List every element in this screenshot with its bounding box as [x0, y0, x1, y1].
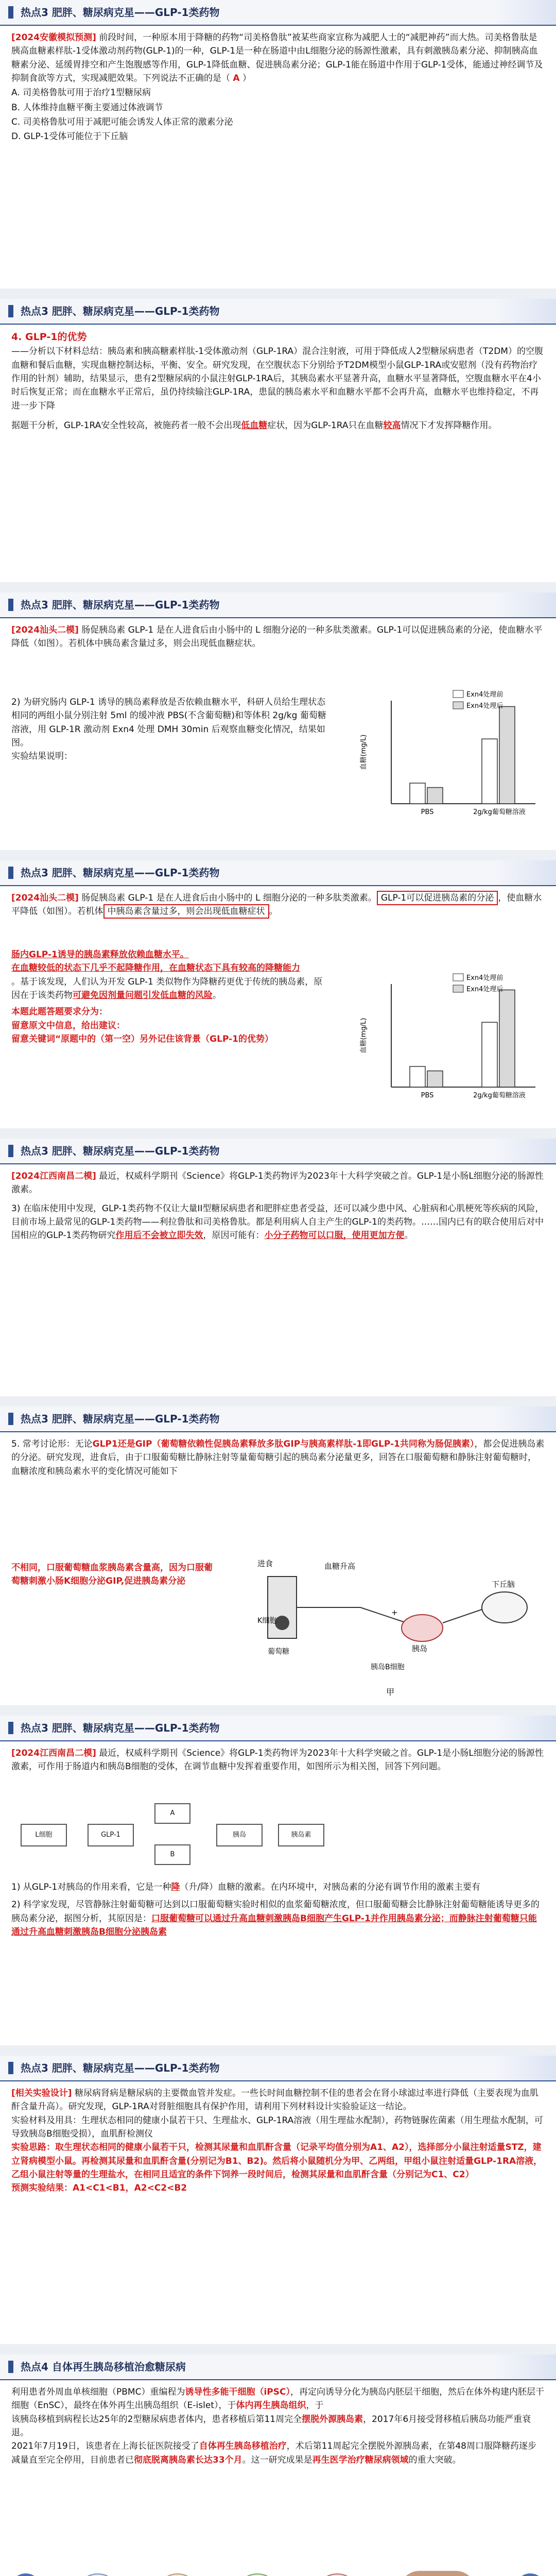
x-tick-label: PBS [421, 1092, 434, 1099]
slide-header [0, 2354, 556, 2380]
question-7-parts: 1) 从GLP-1对胰岛的作用来看，它是一种降（升/降）血糖的激素。在内环境中，对胰岛素的分泌有调节作用的激素主要有 2) 科学家发现，尽管静脉注射葡萄糖可达到以口服葡萄糖实验时相似的血浆葡萄糖浓度，但口服葡萄糖会比静脉注射葡萄糖能诱导更多的胰岛素分泌，据图分析，其原因是：口服葡萄糖可以通过升高血糖刺激胰岛B细胞产生GLP-1并作用胰岛素分泌；而静脉注射葡萄糖只能通过升高血糖刺激胰岛B细胞分泌胰岛素 [11, 1882, 540, 1938]
y-axis-label: 血糖(mg/L) [360, 734, 368, 770]
question-source: [2024汕头二模] [11, 625, 79, 635]
y-axis-label: 血糖(mg/L) [360, 1018, 368, 1054]
expected-result: A1<C1<B1，A2<C2<B2 [73, 2183, 187, 2194]
secretion-diagram [237, 1546, 546, 1700]
slide-title: 热点3 肥胖、糖尿病克星——GLP-1类药物 [21, 866, 220, 879]
cell-therapy-flow [10, 2561, 546, 2576]
slide-separator [0, 2045, 556, 2056]
slide-title: 热点3 肥胖、糖尿病克星——GLP-1类药物 [21, 598, 220, 611]
label-b-cell: 胰岛B细胞 [371, 1663, 405, 1671]
label-k-cell: K细胞 [257, 1617, 277, 1625]
slide-separator [0, 2344, 556, 2354]
legend-swatch [453, 702, 463, 709]
highlight-box: GLP-1可以促进胰岛素的分泌 [377, 891, 498, 905]
legend-swatch [453, 690, 463, 698]
bar [410, 783, 425, 804]
answer-block [0, 1556, 227, 1594]
slide-header [0, 0, 556, 26]
question-source: [2024汕头二模] [11, 893, 79, 903]
advantage-section [0, 325, 556, 438]
flow-step-transplant [394, 2571, 481, 2576]
flow-step-patient-final [515, 2573, 546, 2576]
slide-2 [0, 299, 556, 582]
bar [427, 1071, 443, 1087]
label-glucose-up: 血糖升高 [324, 1562, 356, 1571]
option-a: A. 司美格鲁肽可用于治疗1型糖尿病 [11, 88, 151, 98]
node-b: B [154, 1844, 190, 1865]
slide-header [0, 1716, 556, 1741]
slide-3 [0, 592, 556, 850]
experiment-steps: 实验思路：取生理状态相同的健康小鼠若干只，检测其尿量和血肌酐含量（记录平均值分别为A1、A2），选择部分小鼠注射适量STZ，建立肾病模型小鼠。再检测其尿量和血肌酐含量(分别记为B1、B2)。然后将小鼠随机分为甲、乙两组，甲组小鼠注射适量GLP-1RA溶液，乙组小鼠注射等量的生理盐水，在相同且适宜的条件下饲养一段时间后，检测其尿量和血肌酐含量（分别记为C1、C2） [11, 2142, 543, 2180]
slide-header [0, 860, 556, 886]
analysis-text: 据题干分析，GLP-1RA安全性较高，被施药者一般不会出现低血糖症状，因为GLP-1RA只在血糖较高情况下才发挥降糖作用。 [11, 420, 497, 431]
label-figure: 甲 [386, 1687, 395, 1697]
experiment-design: [相关实验设计] 糖尿病肾病是糖尿病的主要微血管并发症。一些长时间血糖控制不佳的患者会在肾小球滤过率进行降低（主要表现为血肌酐含量升高）。研究发现，GLP-1RA对肾脏细胞具有保护作用，请利用下列材料设计实验验证这一结论。 实验材料及用具：生理状态相同的健康小鼠若干只、生理盐水、GLP-1RA溶液（用生理盐水配制），药物链脲佐菌素（用生理盐水配制，可导致胰岛B细胞受损），血肌酐检测仪 实验思路：取生理状态相同的健康小鼠若干只，检测其尿量和血肌酐含量（记录平均值分别为A1、A2），选择部分小鼠注射适量STZ，建立肾病模型小鼠。再检测其尿量和血肌酐含量(分别记为B1、B2)。然后将小鼠随机分为甲、乙两组，甲组小鼠注射适量GLP-1RA溶液，乙组小鼠注射等量的生理盐水，在相同且适宜的条件下饲养一段时间后，检测其尿量和血肌酐含量（分别记为C1、C2） 预测实验结果：A1<C1<B1，A2<C2<B2 [0, 2081, 556, 2200]
flow-step-ensc [234, 2573, 281, 2576]
bar [499, 706, 515, 804]
slide-separator [0, 582, 556, 592]
legend-label: Exn4处理后 [466, 986, 503, 993]
header-decoration [494, 0, 556, 25]
bar [482, 739, 497, 804]
node-islet: 胰岛 [216, 1824, 263, 1846]
slide-6 [0, 1406, 556, 1705]
label-glucose: 葡萄糖 [268, 1648, 289, 1656]
blood-glucose-bar-chart-copy [355, 963, 546, 1118]
bar [427, 788, 443, 804]
tip-1: 本题此题答题要求分为： [11, 1007, 108, 1018]
option-b: B. 人体维持血糖平衡主要通过体液调节 [11, 102, 163, 113]
option-d: D. GLP-1受体可能位于下丘脑 [11, 131, 128, 142]
slide-header [0, 1406, 556, 1432]
answer-2: 口服葡萄糖可以通过升高血糖刺激胰岛B细胞产生GLP-1并作用胰岛素分泌；而静脉注射葡萄糖只能通过升高血糖刺激胰岛B细胞分泌胰岛素 [11, 1913, 537, 1938]
bar [482, 1022, 497, 1087]
slide-title: 热点3 肥胖、糖尿病克星——GLP-1类药物 [21, 6, 220, 19]
slide-title: 热点3 肥胖、糖尿病克星——GLP-1类药物 [21, 2061, 220, 2074]
x-tick-label: PBS [421, 808, 434, 816]
question-6: 5. 常考讨论形：无论GLP1还是GIP（葡萄糖依赖性促胰岛素释放多肽GIP与胰高素样肽-1即GLP-1共同称为肠促胰素），都会促进胰岛素的分泌。研究发现，进食后，由于口服葡萄糖比静脉注射等量葡萄糖引起的胰岛素分泌量更多，回答在口服葡萄糖和静脉注射葡萄糖时，血糖浓度和胰岛素水平的变化情况可能如下 [11, 1439, 545, 1477]
slide-title: 热点3 肥胖、糖尿病克星——GLP-1类药物 [21, 1412, 220, 1425]
legend-label: Exn4处理前 [466, 691, 503, 699]
materials: 实验材料及用具：生理状态相同的健康小鼠若干只、生理盐水、GLP-1RA溶液（用生理盐水配制），药物链脲佐菌素（用生理盐水配制，可导致胰岛B细胞受损），血肌酐检测仪 [11, 2115, 543, 2140]
cell-icon [234, 2573, 281, 2576]
flow-step-patient [10, 2573, 41, 2576]
question-4: [2024汕头二模] 肠促胰岛素 GLP-1 是在人进食后由小肠中的 L 细胞分泌的一种多肽类激素。 GLP-1可以促进胰岛素的分泌 ，使血糖水平降低（如图）。若机体 中胰岛素含量过多，则会出现低血糖症状 。 [0, 886, 556, 924]
answer-2: 小分子药物可以口服，使用更加方便 [264, 1230, 405, 1241]
question-3: [2024汕头二模] 肠促胰岛素 GLP-1 是在人进食后由小肠中的 L 细胞分泌的一种多肽类激素。GLP-1可以促进胰岛素的分泌，使血糖水平降低（如图）。若机体中胰岛素含量过多，则会出现低血糖症状。 [11, 625, 543, 649]
legend-swatch [453, 985, 463, 992]
slide-5 [0, 1139, 556, 1396]
person-icon [515, 2573, 546, 2576]
cell-icon [75, 2573, 121, 2576]
label-pancreas: 胰岛 [412, 1644, 428, 1653]
question-7: [2024江西南昌二模] 最近，权威科学期刊《Science》将GLP-1类药物评为2023年十大科学突破之首。GLP-1是小肠L细胞分泌的肠源性激素，可作用于肠道内和胰岛B细胞的受体，在调节血糖中发挥着重要作用，如图所示为相关图，回答下列问题。 [11, 1748, 544, 1772]
question-body: 前段时间，一种原本用于降糖的药物“司美格鲁肽”被某些商家宣称为减肥人士的“减肥神药”而大热。司美格鲁肽是胰高血糖素样肽-1受体激动剂药物(GLP-1)的一种，GLP-1是一种在肠道中由L细胞分泌的肠源性激素，具有刺激胰岛素分泌、抑制胰高血糖素分泌、延缓胃排空和产生饱腹感等作用，GLP-1降低血糖、促进胰岛素分泌；GLP-1能在肠道中作用于GLP-1受体，能通过神经调节及抑制食欲等方式，实现减肥效果。下列说法不正确的是（ [11, 32, 543, 84]
slide-1 [0, 0, 556, 289]
slide-header [0, 592, 556, 618]
k-cell-shape [275, 1616, 289, 1630]
blank-2: 较高 [383, 420, 401, 431]
slide-title: 热点3 肥胖、糖尿病克星——GLP-1类药物 [21, 1721, 220, 1734]
material-text: ——分析以下材料总结：胰岛素和胰高糖素样肽-1受体激动剂（GLP-1RA）混合注射液，可用于降低成人2型糖尿病患者（T2DM）的空腹血糖和餐后血糖，实现血糖控制达标，平衡、安全。研究发现，在空腹状态下分别给予T2DM模型小鼠GLP-1RA或安慰剂（没有药物治疗作用的针剂）辅助，结果显示，患有2型糖尿病的小鼠注射GLP-1RA后，其胰岛素水平显著升高，血糖水平显著降低，空腹血糖水平在4小时后恢复正常；而在血糖水平正常后，虽仍持续输注GLP-1RA，患鼠的胰岛素水平和血糖水平都不会再升高，血糖水平也维持稳定，不再进一步下降 [11, 346, 543, 411]
blank-1: 低血糖 [241, 420, 268, 431]
legend-label: Exn4处理前 [466, 974, 503, 982]
node-a: A [154, 1803, 190, 1824]
slide-7 [0, 1716, 556, 2045]
pancreas-shape [402, 1615, 443, 1641]
question-source: [2024安徽模拟预测] [11, 32, 96, 43]
slide-separator [0, 850, 556, 860]
blood-glucose-bar-chart [355, 680, 546, 840]
regeneration-text: 利用患者外周血单核细胞（PBMC）重编程为诱导性多能干细胞（iPSC），再定向诱导分化为胰岛内胚层干细胞，然后在体外构建内胚层干细胞（EnSC），最终在体外再生出胰岛组织（E-islet），于体内再生胰岛组织，于 该胰岛移植到病程长达25年的2型糖尿病患者体内，患者移植后第11周完全摆脱外源胰岛素，2017年6月接受肾移植后胰岛功能严重衰退。 2021年7月19日，该患者在上海长征医院接受了自体再生胰岛移植治疗，术后第11周起完全摆脱外源胰岛素，在第48周口服降糖药逐步减量直至完全停用，目前患者已彻底脱离胰岛素长达33个月。这一研究成果是再生医学治疗糖尿病领域的重大突破。 [11, 2387, 544, 2465]
answer-line-2: 在血糖较低的状态下几乎不起降糖作用，在血糖状态下具有较高的降糖能力 [11, 963, 300, 974]
answer-analysis: 肠内GLP-1诱导的胰岛素释放依赖血糖水平。 在血糖较低的状态下几乎不起降糖作用，在血糖状态下具有较高的降糖能力 。基于该发现，人们认为开发 GLP-1 类似物作为降糖药更优于传统的胰岛素，原因在于该类药物可避免因剂量问题引发低血糖的风险。 本题此题答题要求分为： 留意原文中信息，给出建议： 留意关键词“原题中的（第一空）另外记住该背景（GLP-1的优势） [0, 943, 340, 1051]
slide-separator [0, 1705, 556, 1716]
answer-1: 作用后不会被立即失效 [115, 1230, 203, 1241]
answer-text: 不相同，口服葡萄糖血浆胰岛素含量高，因为口服葡萄糖刺激小肠K细胞分泌GIP,促进胰岛素分泌 [11, 1563, 213, 1587]
liver-icon [399, 2571, 476, 2576]
tip-2: 留意原文中信息，给出建议： [11, 1020, 125, 1031]
option-c: C. 司美格鲁肽可用于减肥可能会诱发人体正常的激素分泌 [11, 117, 233, 128]
flow-step-eislet [314, 2573, 360, 2576]
legend-swatch [453, 974, 463, 981]
question-3-part-2: 2) 为研究肠内 GLP-1 诱导的胰岛素释放是否依赖血糖水平，科研人员给生理状态相同的两组小鼠分别注射 5ml 的缓冲液 PBS(不含葡萄糖)和等体积 2g/kg 葡萄糖溶液，用 GLP-1R 激动剂 Exn4 处理 DMH 30min 后观察血糖变化情况，结果如图。 实验结果说明： [11, 697, 326, 762]
slide-separator [0, 1396, 556, 1406]
question-source: [2024江西南昌二模] [11, 1171, 96, 1181]
slide-header [0, 299, 556, 325]
question-source: [相关实验设计] [11, 2088, 72, 2098]
bar [410, 1066, 425, 1087]
highlight-definition: GLP1还是GIP（葡萄糖依赖性促胰岛素释放多肽GIP与胰高素样肽-1即GLP-1共同称为肠促胰素） [92, 1439, 475, 1449]
label-eating: 进食 [257, 1559, 273, 1568]
x-tick-label: 2g/kg葡萄糖溶液 [473, 1092, 526, 1099]
header-marker [8, 6, 13, 19]
label-hypothalamus: 下丘脑 [492, 1580, 515, 1589]
flow-step-pbmc [75, 2573, 121, 2576]
slide-title: 热点3 肥胖、糖尿病克星——GLP-1类药物 [21, 304, 220, 317]
highlight-box: 中胰岛素含量过多，则会出现低血糖症状 [103, 904, 269, 919]
tip-3: 留意关键词“原题中的（第一空）另外记住该背景（GLP-1的优势） [11, 1034, 274, 1045]
slide-9 [0, 2354, 556, 2576]
islet-icon [314, 2573, 360, 2576]
cell-icon [154, 2573, 201, 2576]
slide-separator [0, 289, 556, 299]
label-plus: + [391, 1608, 398, 1617]
slide-header [0, 2056, 556, 2081]
flow-step-hipsc [154, 2573, 201, 2576]
slide-8 [0, 2056, 556, 2344]
answer-line-1: 肠内GLP-1诱导的胰岛素释放依赖血糖水平。 [11, 950, 189, 960]
node-insulin: 胰岛素 [278, 1824, 324, 1846]
section-subtitle: 4. GLP-1的优势 [11, 331, 87, 343]
glp1-flow-diagram [21, 1803, 329, 1870]
x-tick-label: 2g/kg葡萄糖溶液 [473, 808, 526, 816]
node-glp1: GLP-1 [88, 1824, 134, 1846]
node-l-cell: L细胞 [21, 1824, 67, 1846]
person-icon [10, 2573, 41, 2576]
slide-separator [0, 1128, 556, 1139]
question-source: [2024江西南昌二模] [11, 1748, 96, 1758]
question-1: [2024安徽模拟预测] 前段时间，一种原本用于降糖的药物“司美格鲁肽”被某些商家宣称为减肥人士的“减肥神药”而大热。司美格鲁肽是胰高血糖素样肽-1受体激动剂药物(GLP-1)的一种，GLP-1是一种在肠道中由L细胞分泌的肠源性激素，具有刺激胰岛素分泌、抑制胰高血糖素分泌、延缓胃排空和产生饱腹感等作用，GLP-1降低血糖、促进胰岛素分泌；GLP-1能在肠道中作用于GLP-1受体，能通过神经调节及抑制食欲等方式，实现减肥效果。下列说法不正确的是（ A ） A. 司美格鲁肽可用于治疗1型糖尿病 B. 人体维持血糖平衡主要通过体液调节 C. 司美格鲁肽可用于减肥可能会诱发人体正常的激素分泌 D. GLP-1受体可能位于下丘脑 [0, 26, 556, 149]
question-5: [2024江西南昌二模] 最近，权威科学期刊《Science》将GLP-1类药物评为2023年十大科学突破之首。GLP-1是小肠L细胞分泌的肠源性激素。 3) 在临床使用中发现，GLP-1类药物不仅让大量II型糖尿病患者和肥胖症患者受益，还可以减少患中风、心脏病和心肌梗死等疾病的风险，目前市场上最常见的GLP-1类药物——利拉鲁肽和司美格鲁肽。都是利用病人自主产生的GLP-1的类药物。……国内已有的联合使用后对中国相应的GLP-1类药物研究作用后不会被立即失效，原因可能有：小分子药物可以口服，使用更加方便。 [11, 1171, 544, 1241]
legend-label: Exn4处理后 [466, 702, 503, 710]
slide-title: 热点3 肥胖、糖尿病克星——GLP-1类药物 [21, 1144, 220, 1157]
slide-title: 热点4 自体再生胰岛移植治愈糖尿病 [21, 2360, 186, 2373]
answer-1: 降 [171, 1882, 180, 1892]
hypothalamus-shape [482, 1592, 527, 1623]
bar [499, 990, 515, 1087]
answer-line-3: 可避免因剂量问题引发低血糖的风险 [73, 990, 213, 1001]
slide-4 [0, 860, 556, 1128]
slide-header [0, 1139, 556, 1164]
answer: A [233, 73, 240, 84]
